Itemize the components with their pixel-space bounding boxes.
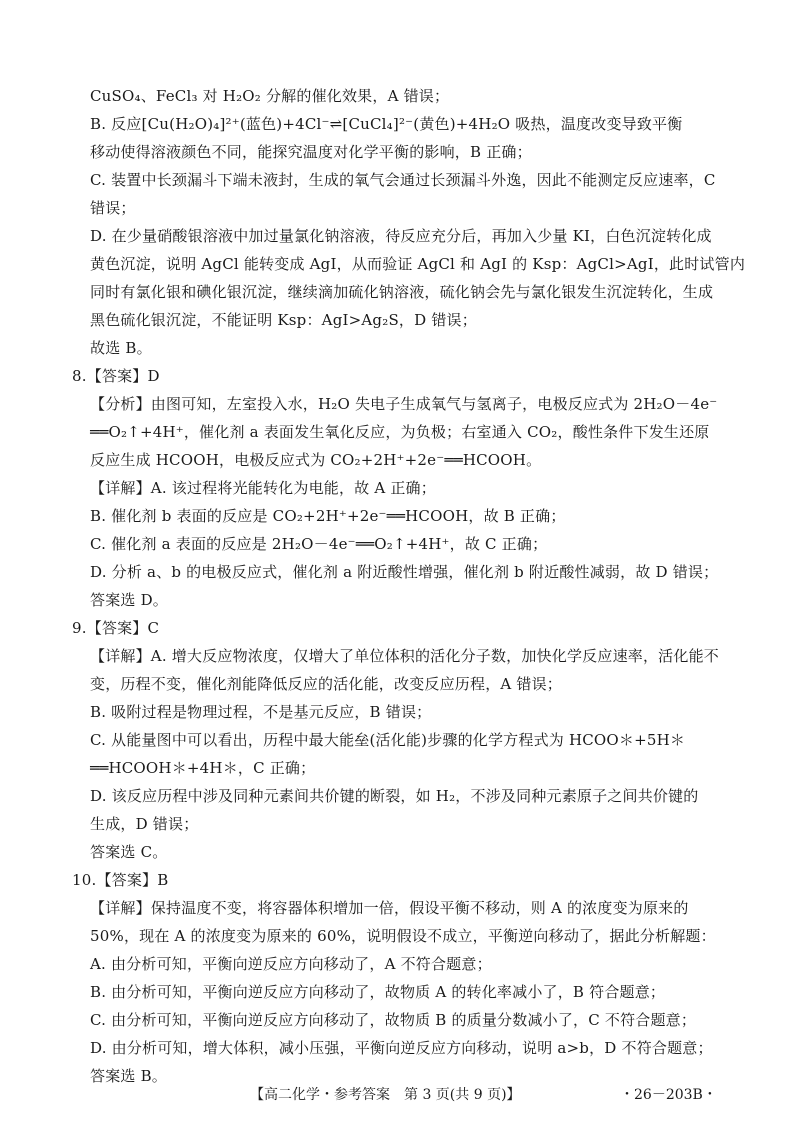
text-line: 答案选 B。 [90, 1067, 167, 1085]
text-line: 【详解】A. 增大反应物浓度，仅增大了单位体积的活化分子数，加快化学反应速率，活化能不 [90, 647, 719, 665]
text-line: A. 由分析可知，平衡向逆反应方向移动了，A 不符合题意； [90, 955, 492, 973]
text-line: 【详解】保持温度不变，将容器体积增加一倍，假设平衡不移动，则 A 的浓度变为原来的 [90, 899, 689, 917]
text-line: 生成，D 错误； [90, 815, 199, 833]
text-line: D. 在少量硝酸银溶液中加过量氯化钠溶液，待反应充分后，再加入少量 KI，白色沉淀转化成 [90, 227, 712, 245]
text-line: C. 由分析可知，平衡向逆反应方向移动了，故物质 B 的质量分数减小了，C 不符合题意； [90, 1011, 697, 1029]
text-line: B. 催化剂 b 表面的反应是 CO₂+2H⁺+2e⁻══HCOOH，故 B 正确； [90, 507, 566, 525]
text-line: D. 分析 a、b 的电极反应式，催化剂 a 附近酸性增强，催化剂 b 附近酸性减弱，故 D 错误； [90, 563, 719, 581]
text-line: 黑色硫化银沉淀，不能证明 Ksp：AgI>Ag₂S，D 错误； [90, 311, 477, 329]
text-line: D. 该反应历程中涉及同种元素间共价键的断裂，如 H₂，不涉及同种元素原子之间共价键的 [90, 787, 699, 805]
text-line: 50%，现在 A 的浓度变为原来的 60%，说明假设不成立，平衡逆向移动了，据此分析解题： [90, 927, 716, 945]
page-footer-code: ・26－203B・ [620, 1087, 717, 1103]
text-line: CuSO₄、FeCl₃ 对 H₂O₂ 分解的催化效果，A 错误； [90, 87, 450, 105]
text-line: 同时有氯化银和碘化银沉淀，继续滴加硫化钠溶液，硫化钠会先与氯化银发生沉淀转化，生成 [90, 283, 714, 301]
text-line: 黄色沉淀，说明 AgCl 能转变成 AgI，从而验证 AgCl 和 AgI 的 Ksp：AgCl>AgI，此时试管内 [90, 255, 746, 273]
text-line: 变，历程不变，催化剂能降低反应的活化能，改变反应历程，A 错误； [90, 675, 563, 693]
text-line: C. 从能量图中可以看出，历程中最大能垒(活化能)步骤的化学方程式为 HCOO＊+5H＊ [90, 731, 686, 749]
text-line: 10.【答案】B [72, 871, 169, 889]
text-line: C. 装置中长颈漏斗下端未液封，生成的氧气会通过长颈漏斗外逸，因此不能测定反应速率，C [90, 171, 716, 189]
text-line: ══HCOOH＊+4H＊，C 正确； [90, 759, 316, 777]
text-line: 答案选 C。 [90, 843, 168, 861]
text-line: 错误； [90, 199, 136, 217]
text-line: 移动使得溶液颜色不同，能探究温度对化学平衡的影响，B 正确； [90, 143, 532, 161]
text-line: 【详解】A. 该过程将光能转化为电能，故 A 正确； [90, 479, 436, 497]
text-line: B. 吸附过程是物理过程，不是基元反应，B 错误； [90, 703, 432, 721]
text-line: C. 催化剂 a 表面的反应是 2H₂O－4e⁻══O₂↑+4H⁺，故 C 正确； [90, 535, 548, 553]
text-line: D. 由分析可知，增大体积，减小压强，平衡向逆反应方向移动，说明 a>b，D 不符合题意； [90, 1039, 713, 1057]
text-line: 答案选 D。 [90, 591, 168, 609]
text-line: 反应生成 HCOOH，电极反应式为 CO₂+2H⁺+2e⁻══HCOOH。 [90, 451, 542, 469]
text-line: 【分析】由图可知，左室投入水，H₂O 失电子生成氧气与氢离子，电极反应式为 2H₂O－4e⁻ [90, 395, 718, 413]
text-line: B. 反应[Cu(H₂O)₄]²⁺(蓝色)+4Cl⁻⇌[CuCl₄]²⁻(黄色)+4H₂O 吸热，温度改变导致平衡 [90, 115, 683, 133]
page-footer-center: 【高二化学・参考答案 第 3 页(共 9 页)】 [250, 1087, 521, 1103]
text-line: B. 由分析可知，平衡向逆反应方向移动了，故物质 A 的转化率减小了，B 符合题意； [90, 983, 666, 1001]
text-line: ══O₂↑+4H⁺，催化剂 a 表面发生氧化反应，为负极；右室通入 CO₂，酸性条件下发生还原 [90, 423, 710, 441]
text-line: 8.【答案】D [72, 367, 160, 385]
text-line: 9.【答案】C [72, 619, 160, 637]
text-line: 故选 B。 [90, 339, 152, 357]
